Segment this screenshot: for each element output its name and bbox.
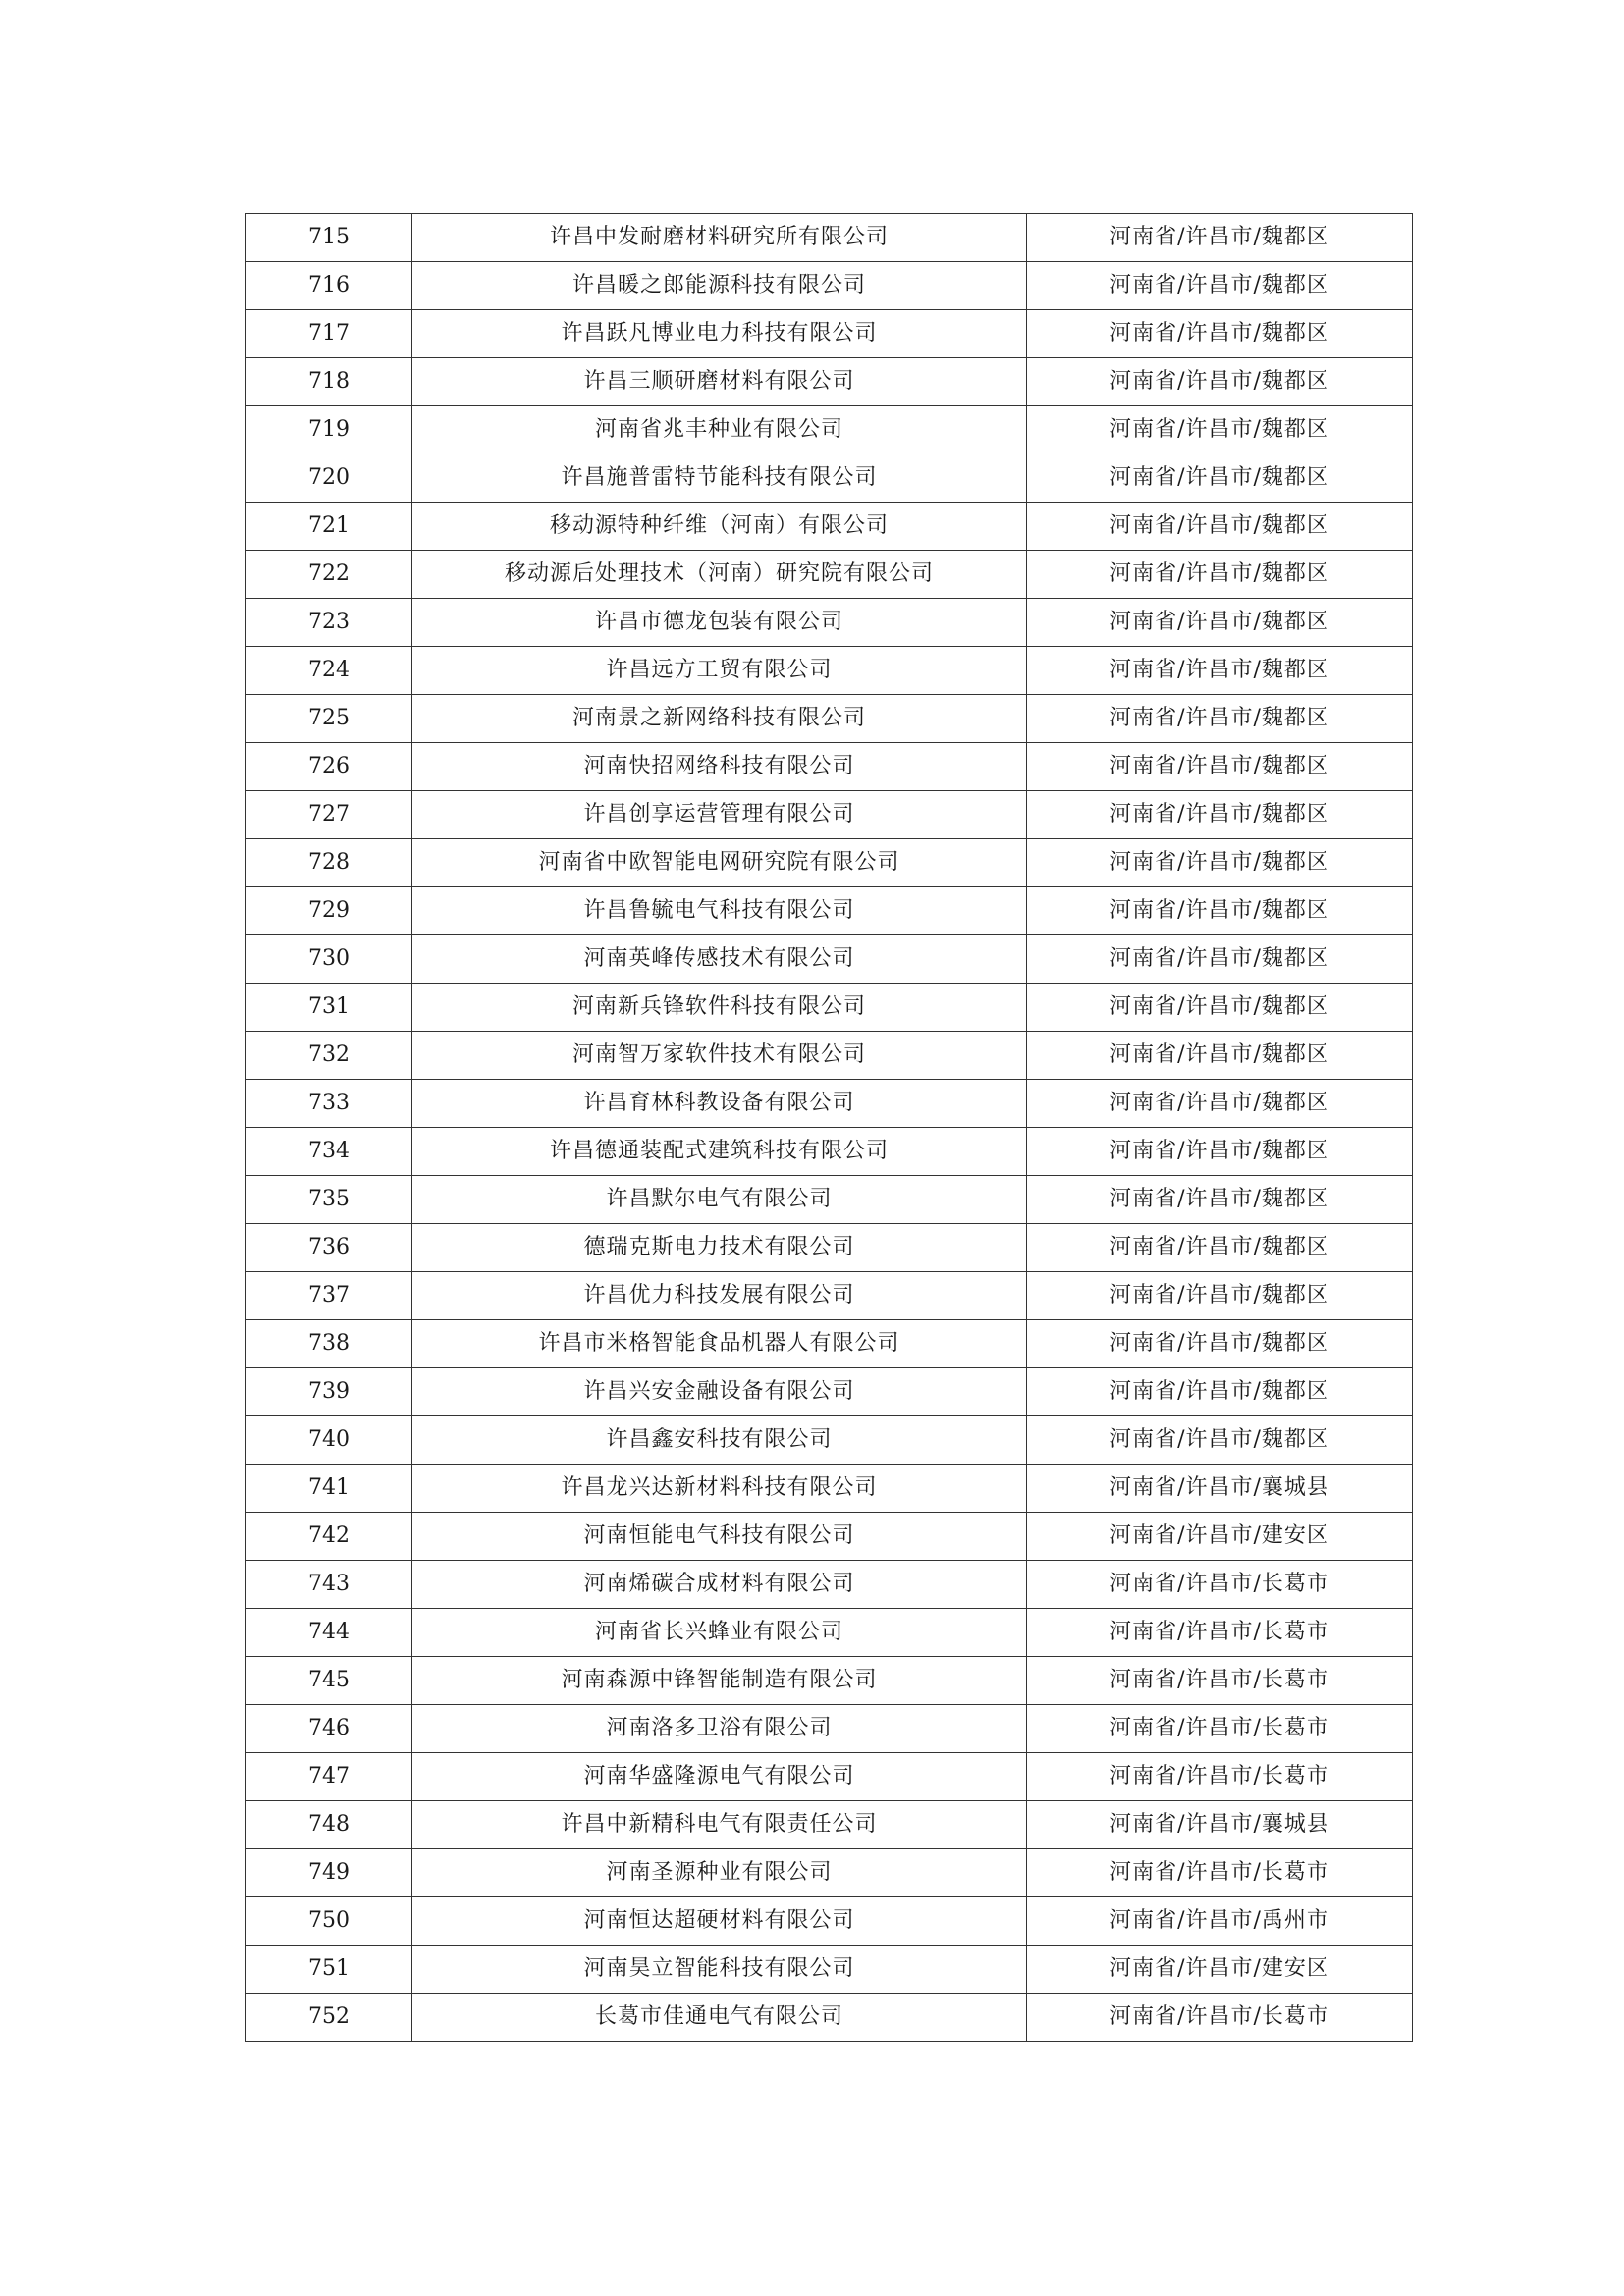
table-row [246,1320,1413,1368]
table-row [246,1032,1413,1080]
region-cell: 河南省/许昌市/魏都区 [1027,887,1413,935]
region-cell: 河南省/许昌市/魏都区 [1027,743,1413,791]
table-row [246,695,1413,743]
region-cell: 河南省/许昌市/长葛市 [1027,1849,1413,1897]
company-name-cell: 河南省兆丰种业有限公司 [412,406,1027,454]
table-row [246,1224,1413,1272]
table-row [246,214,1413,262]
table-row [246,743,1413,791]
table-row [246,358,1413,406]
region-cell: 河南省/许昌市/魏都区 [1027,935,1413,984]
region-cell: 河南省/许昌市/魏都区 [1027,839,1413,887]
row-number-cell: 740 [246,1416,412,1465]
company-name-cell: 许昌龙兴达新材料科技有限公司 [412,1465,1027,1513]
company-name-cell: 许昌中新精科电气有限责任公司 [412,1801,1027,1849]
table-row [246,551,1413,599]
region-cell: 河南省/许昌市/襄城县 [1027,1465,1413,1513]
company-name-cell: 河南昊立智能科技有限公司 [412,1946,1027,1994]
region-cell: 河南省/许昌市/魏都区 [1027,1320,1413,1368]
row-number-cell: 734 [246,1128,412,1176]
company-name-cell: 河南恒能电气科技有限公司 [412,1513,1027,1561]
table-row [246,406,1413,454]
row-number-cell: 741 [246,1465,412,1513]
company-name-cell: 河南恒达超硬材料有限公司 [412,1897,1027,1946]
company-name-cell: 许昌优力科技发展有限公司 [412,1272,1027,1320]
region-cell: 河南省/许昌市/魏都区 [1027,1176,1413,1224]
company-name-cell: 许昌鑫安科技有限公司 [412,1416,1027,1465]
row-number-cell: 728 [246,839,412,887]
table-row [246,887,1413,935]
table-row [246,1080,1413,1128]
region-cell: 河南省/许昌市/魏都区 [1027,551,1413,599]
row-number-cell: 729 [246,887,412,935]
company-name-cell: 河南省中欧智能电网研究院有限公司 [412,839,1027,887]
table-row [246,1609,1413,1657]
row-number-cell: 739 [246,1368,412,1416]
company-name-cell: 许昌市米格智能食品机器人有限公司 [412,1320,1027,1368]
row-number-cell: 732 [246,1032,412,1080]
company-name-cell: 许昌鲁毓电气科技有限公司 [412,887,1027,935]
company-name-cell: 河南智万家软件技术有限公司 [412,1032,1027,1080]
company-name-cell: 移动源后处理技术（河南）研究院有限公司 [412,551,1027,599]
company-name-cell: 河南洛多卫浴有限公司 [412,1705,1027,1753]
table-row [246,310,1413,358]
company-name-cell: 德瑞克斯电力技术有限公司 [412,1224,1027,1272]
company-name-cell: 许昌三顺研磨材料有限公司 [412,358,1027,406]
table-row [246,1994,1413,2042]
company-name-cell: 许昌育林科教设备有限公司 [412,1080,1027,1128]
table-row [246,1465,1413,1513]
row-number-cell: 746 [246,1705,412,1753]
table-row [246,1705,1413,1753]
row-number-cell: 725 [246,695,412,743]
row-number-cell: 722 [246,551,412,599]
table-row [246,1801,1413,1849]
company-name-cell: 河南新兵锋软件科技有限公司 [412,984,1027,1032]
row-number-cell: 719 [246,406,412,454]
company-name-cell: 许昌兴安金融设备有限公司 [412,1368,1027,1416]
table-row [246,262,1413,310]
region-cell: 河南省/许昌市/魏都区 [1027,984,1413,1032]
row-number-cell: 748 [246,1801,412,1849]
region-cell: 河南省/许昌市/长葛市 [1027,1609,1413,1657]
company-name-cell: 许昌创享运营管理有限公司 [412,791,1027,839]
company-list-table [245,213,1413,2042]
row-number-cell: 721 [246,503,412,551]
table-row [246,839,1413,887]
company-name-cell: 许昌跃凡博业电力科技有限公司 [412,310,1027,358]
table-row [246,1946,1413,1994]
region-cell: 河南省/许昌市/魏都区 [1027,1224,1413,1272]
region-cell: 河南省/许昌市/建安区 [1027,1946,1413,1994]
row-number-cell: 733 [246,1080,412,1128]
table-row [246,1753,1413,1801]
row-number-cell: 716 [246,262,412,310]
table-row [246,599,1413,647]
row-number-cell: 718 [246,358,412,406]
company-name-cell: 长葛市佳通电气有限公司 [412,1994,1027,2042]
table-row [246,1272,1413,1320]
company-name-cell: 河南圣源种业有限公司 [412,1849,1027,1897]
table-row [246,1128,1413,1176]
region-cell: 河南省/许昌市/魏都区 [1027,454,1413,503]
row-number-cell: 730 [246,935,412,984]
row-number-cell: 723 [246,599,412,647]
row-number-cell: 742 [246,1513,412,1561]
region-cell: 河南省/许昌市/魏都区 [1027,262,1413,310]
table-row [246,984,1413,1032]
company-name-cell: 许昌默尔电气有限公司 [412,1176,1027,1224]
table-row [246,454,1413,503]
row-number-cell: 737 [246,1272,412,1320]
region-cell: 河南省/许昌市/魏都区 [1027,647,1413,695]
region-cell: 河南省/许昌市/禹州市 [1027,1897,1413,1946]
region-cell: 河南省/许昌市/长葛市 [1027,1705,1413,1753]
table-row [246,647,1413,695]
company-name-cell: 河南英峰传感技术有限公司 [412,935,1027,984]
company-name-cell: 许昌中发耐磨材料研究所有限公司 [412,214,1027,262]
row-number-cell: 752 [246,1994,412,2042]
row-number-cell: 727 [246,791,412,839]
row-number-cell: 738 [246,1320,412,1368]
row-number-cell: 724 [246,647,412,695]
region-cell: 河南省/许昌市/魏都区 [1027,503,1413,551]
table-body [246,214,1413,2042]
region-cell: 河南省/许昌市/长葛市 [1027,1994,1413,2042]
region-cell: 河南省/许昌市/魏都区 [1027,406,1413,454]
row-number-cell: 743 [246,1561,412,1609]
company-name-cell: 移动源特种纤维（河南）有限公司 [412,503,1027,551]
company-name-cell: 河南森源中锋智能制造有限公司 [412,1657,1027,1705]
company-name-cell: 许昌施普雷特节能科技有限公司 [412,454,1027,503]
region-cell: 河南省/许昌市/魏都区 [1027,358,1413,406]
row-number-cell: 720 [246,454,412,503]
company-name-cell: 河南省长兴蜂业有限公司 [412,1609,1027,1657]
company-name-cell: 河南快招网络科技有限公司 [412,743,1027,791]
region-cell: 河南省/许昌市/魏都区 [1027,791,1413,839]
region-cell: 河南省/许昌市/长葛市 [1027,1753,1413,1801]
region-cell: 河南省/许昌市/魏都区 [1027,1080,1413,1128]
row-number-cell: 745 [246,1657,412,1705]
row-number-cell: 751 [246,1946,412,1994]
row-number-cell: 731 [246,984,412,1032]
region-cell: 河南省/许昌市/魏都区 [1027,1128,1413,1176]
region-cell: 河南省/许昌市/魏都区 [1027,1032,1413,1080]
region-cell: 河南省/许昌市/建安区 [1027,1513,1413,1561]
row-number-cell: 726 [246,743,412,791]
table-row [246,1416,1413,1465]
table-row [246,503,1413,551]
row-number-cell: 717 [246,310,412,358]
region-cell: 河南省/许昌市/魏都区 [1027,214,1413,262]
row-number-cell: 744 [246,1609,412,1657]
row-number-cell: 749 [246,1849,412,1897]
table-row [246,1657,1413,1705]
region-cell: 河南省/许昌市/长葛市 [1027,1561,1413,1609]
table-row [246,1849,1413,1897]
region-cell: 河南省/许昌市/魏都区 [1027,1368,1413,1416]
company-name-cell: 河南景之新网络科技有限公司 [412,695,1027,743]
region-cell: 河南省/许昌市/襄城县 [1027,1801,1413,1849]
table-row [246,791,1413,839]
company-name-cell: 许昌远方工贸有限公司 [412,647,1027,695]
row-number-cell: 735 [246,1176,412,1224]
company-name-cell: 河南烯碳合成材料有限公司 [412,1561,1027,1609]
table-row [246,1368,1413,1416]
region-cell: 河南省/许昌市/魏都区 [1027,310,1413,358]
region-cell: 河南省/许昌市/魏都区 [1027,1416,1413,1465]
region-cell: 河南省/许昌市/长葛市 [1027,1657,1413,1705]
company-name-cell: 河南华盛隆源电气有限公司 [412,1753,1027,1801]
row-number-cell: 736 [246,1224,412,1272]
company-name-cell: 许昌暖之郎能源科技有限公司 [412,262,1027,310]
region-cell: 河南省/许昌市/魏都区 [1027,1272,1413,1320]
company-name-cell: 许昌市德龙包装有限公司 [412,599,1027,647]
row-number-cell: 715 [246,214,412,262]
company-name-cell: 许昌德通装配式建筑科技有限公司 [412,1128,1027,1176]
table-row [246,1513,1413,1561]
region-cell: 河南省/许昌市/魏都区 [1027,695,1413,743]
row-number-cell: 747 [246,1753,412,1801]
table-row [246,935,1413,984]
table-row [246,1176,1413,1224]
region-cell: 河南省/许昌市/魏都区 [1027,599,1413,647]
table-row [246,1897,1413,1946]
row-number-cell: 750 [246,1897,412,1946]
table-row [246,1561,1413,1609]
